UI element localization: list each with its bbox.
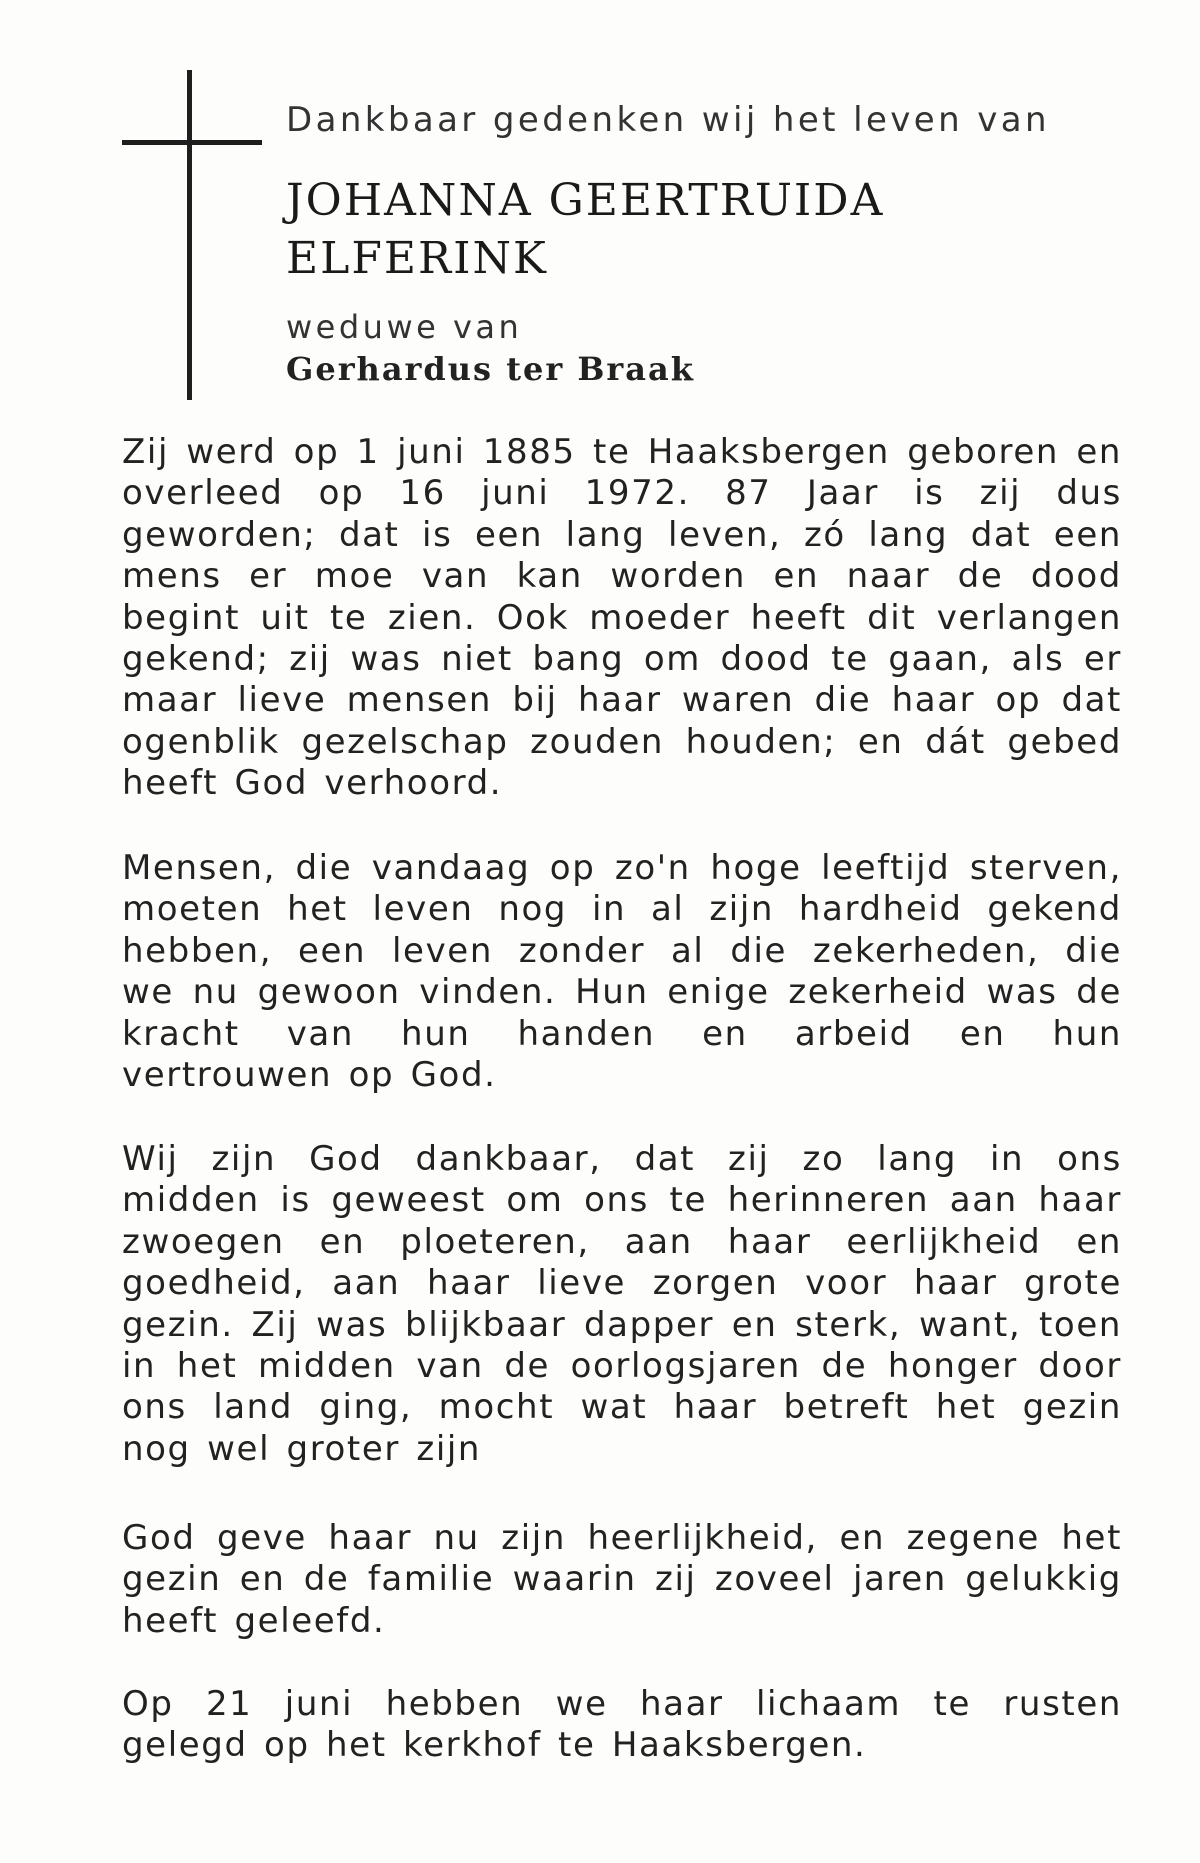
cross-icon <box>187 70 192 400</box>
paragraph-burial: Op 21 juni hebben we haar lichaam te rusten gelegd op het kerkhof te Haaksbergen. <box>122 1684 1122 1766</box>
paragraph-hardship: Mensen, die vandaag op zo'n hoge leeftijd sterven, moeten het leven nog in al zijn hardheid gekend hebben, een leven zonder al die zekerheden, die we nu gewoon vinden. Hun enige zekerheid was de kracht van hun handen en arbeid en hun vertrouwen op God. <box>122 848 1122 1096</box>
paragraph-gratitude: Wij zijn God dankbaar, dat zij zo lang in ons midden is geweest om ons te herinneren aan haar zwoegen en ploeteren, aan haar eerlijkheid en goedheid, aan haar lieve zorgen voor haar grote gezin. Zij was blijkbaar dapper en sterk, want, toen in het midden van de oorlogsjaren de honger door ons land ging, mocht wat haar betreft het gezin nog wel groter zijn <box>122 1139 1122 1469</box>
paragraph-life: Zij werd op 1 juni 1885 te Haaksbergen geboren en overleed op 16 juni 1972. 87 Jaar is zij dus geworden; dat is een lang leven, zó lang dat een mens er moe van kan worden en naar de dood begint uit te zien. Ook moeder heeft dit verlangen gekend; zij was niet bang om dood te gaan, als er maar lieve mensen bij haar waren die haar op dat ogenblik gezelschap zouden houden; en dát gebed heeft God verhoord. <box>122 432 1122 804</box>
deceased-name-first: JOHANNA GEERTRUIDA <box>286 175 885 226</box>
widow-label: weduwe van <box>286 308 523 346</box>
cross-icon-bar <box>122 140 262 145</box>
deceased-name-last: ELFERINK <box>286 233 548 284</box>
intro-line: Dankbaar gedenken wij het leven van <box>286 100 1050 140</box>
paragraph-blessing: God geve haar nu zijn heerlijkheid, en zegene het gezin en de familie waarin zij zoveel jaren gelukkig heeft geleefd. <box>122 1518 1122 1641</box>
husband-name: Gerhardus ter Braak <box>286 350 695 388</box>
